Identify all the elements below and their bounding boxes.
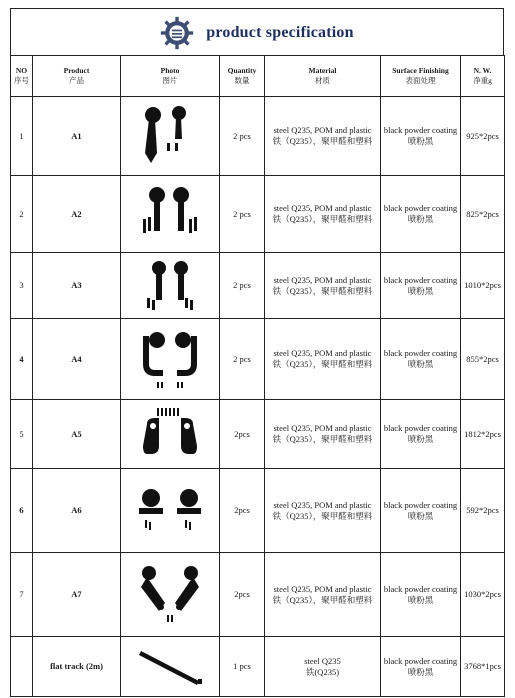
cell-weight: 925*2pcs [461, 97, 505, 176]
hanger-a6-icon [135, 486, 205, 536]
table-row [11, 319, 505, 400]
col-quantity: Quantity 数量 [220, 56, 265, 97]
cell-quantity: 2 pcs [220, 319, 265, 400]
cell-finishing: black powder coating 喷粉黑 [381, 176, 461, 253]
table-row [11, 97, 505, 176]
cell-photo [121, 637, 220, 697]
cell-weight: 1812*2pcs [461, 400, 505, 469]
hanger-a1-icon [135, 103, 205, 169]
cell-material: steel Q235, POM and plastic 铁（Q235），聚甲醛和塑料 [265, 553, 381, 637]
col-weight: N. W. 净重g [461, 56, 505, 97]
col-product: Product 产品 [33, 56, 121, 97]
cell-no [11, 637, 33, 697]
cell-no: 4 [11, 319, 33, 400]
cell-finishing: black powder coating 喷粉黑 [381, 97, 461, 176]
title-bar [10, 8, 504, 56]
cell-quantity: 1 pcs [220, 637, 265, 697]
cell-weight: 592*2pcs [461, 469, 505, 553]
table-row [11, 253, 505, 319]
cell-material: steel Q235 铁(Q235) [265, 637, 381, 697]
spec-table [10, 55, 505, 697]
cell-product: flat track (2m) [33, 637, 121, 697]
cell-product: A1 [33, 97, 121, 176]
table-row [11, 637, 505, 697]
cell-material: steel Q235, POM and plastic 铁（Q235），聚甲醛和塑料 [265, 319, 381, 400]
cell-product: A4 [33, 319, 121, 400]
hanger-a3-icon [135, 258, 205, 314]
cell-no: 3 [11, 253, 33, 319]
cell-finishing: black powder coating 喷粉黑 [381, 469, 461, 553]
cell-weight: 825*2pcs [461, 176, 505, 253]
cell-photo [121, 253, 220, 319]
cell-no: 5 [11, 400, 33, 469]
cell-no: 2 [11, 176, 33, 253]
cell-weight: 855*2pcs [461, 319, 505, 400]
cell-quantity: 2 pcs [220, 253, 265, 319]
cell-finishing: black powder coating 喷粉黑 [381, 319, 461, 400]
cell-photo [121, 400, 220, 469]
header-row [11, 56, 505, 97]
page-title: product specification [206, 23, 354, 41]
cell-weight: 1030*2pcs [461, 553, 505, 637]
cell-quantity: 2 pcs [220, 176, 265, 253]
cell-material: steel Q235, POM and plastic 铁（Q235），聚甲醛和塑料 [265, 400, 381, 469]
spec-sheet [10, 8, 504, 690]
col-material: Material 材质 [265, 56, 381, 97]
cell-photo [121, 176, 220, 253]
flat-track-icon [135, 645, 205, 689]
cell-photo [121, 319, 220, 400]
cell-finishing: black powder coating 喷粉黑 [381, 400, 461, 469]
cell-quantity: 2pcs [220, 553, 265, 637]
col-finishing: Surface Finishing 表面处理 [381, 56, 461, 97]
cell-finishing: black powder coating 喷粉黑 [381, 553, 461, 637]
hanger-a2-icon [135, 183, 205, 245]
hanger-a4-icon [135, 326, 205, 392]
table-row [11, 400, 505, 469]
cell-finishing: black powder coating 喷粉黑 [381, 637, 461, 697]
cell-no: 7 [11, 553, 33, 637]
cell-photo [121, 553, 220, 637]
cell-photo [121, 469, 220, 553]
table-row [11, 176, 505, 253]
cell-no: 1 [11, 97, 33, 176]
col-photo: Photo 图片 [121, 56, 220, 97]
table-row [11, 469, 505, 553]
hanger-a5-icon [135, 406, 205, 462]
hanger-a7-icon [135, 563, 205, 627]
cell-material: steel Q235, POM and plastic 铁（Q235），聚甲醛和塑料 [265, 176, 381, 253]
cell-product: A5 [33, 400, 121, 469]
cell-quantity: 2pcs [220, 469, 265, 553]
cell-material: steel Q235, POM and plastic 铁（Q235），聚甲醛和塑料 [265, 97, 381, 176]
cell-weight: 1010*2pcs [461, 253, 505, 319]
cell-no: 6 [11, 469, 33, 553]
cell-quantity: 2pcs [220, 400, 265, 469]
cell-product: A2 [33, 176, 121, 253]
table-row [11, 553, 505, 637]
cell-finishing: black powder coating 喷粉黑 [381, 253, 461, 319]
cell-quantity: 2 pcs [220, 97, 265, 176]
gear-logo-icon [160, 16, 194, 50]
cell-photo [121, 97, 220, 176]
cell-material: steel Q235, POM and plastic 铁（Q235），聚甲醛和塑料 [265, 253, 381, 319]
cell-weight: 3768*1pcs [461, 637, 505, 697]
cell-product: A6 [33, 469, 121, 553]
cell-material: steel Q235, POM and plastic 铁（Q235），聚甲醛和塑料 [265, 469, 381, 553]
cell-product: A3 [33, 253, 121, 319]
col-no: NO 序号 [11, 56, 33, 97]
cell-product: A7 [33, 553, 121, 637]
